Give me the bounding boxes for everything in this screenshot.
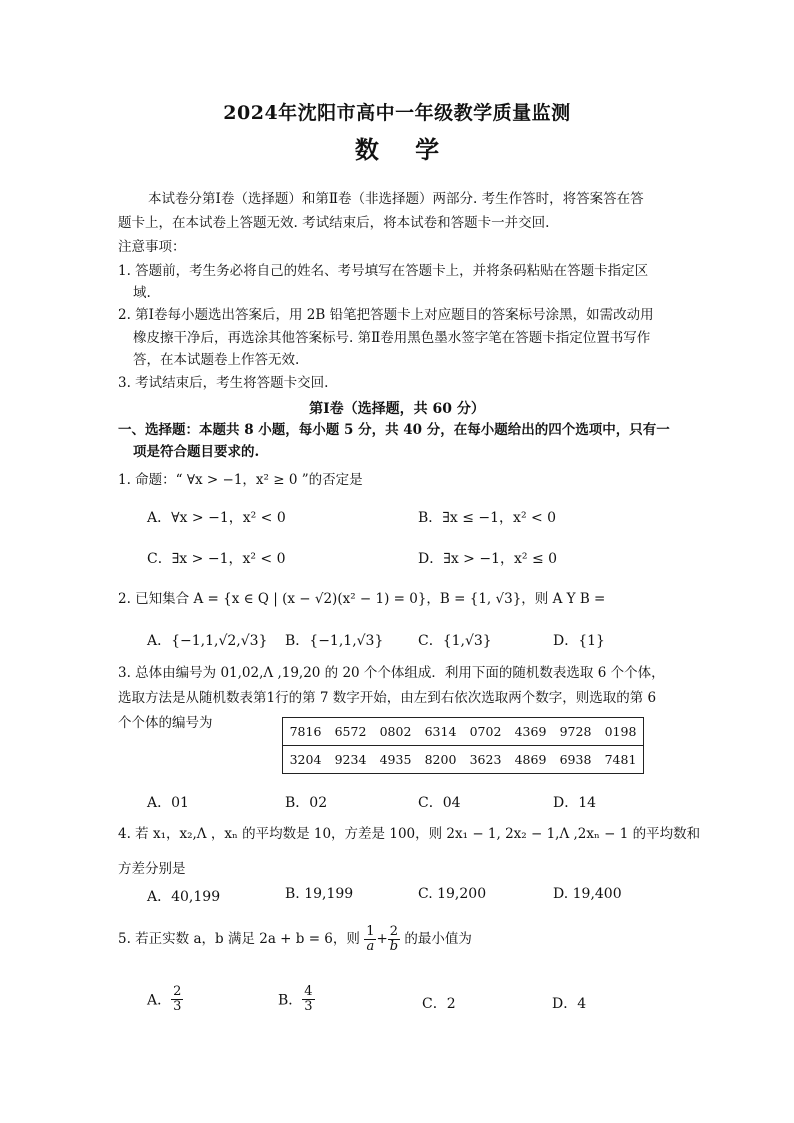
- q3-stem-b: 选取方法是从随机数表第1行的第 7 数字开始，由左到右依次选取两个数字，则选取的第 6: [118, 690, 657, 706]
- q5-stem: [118, 924, 472, 954]
- note-2a: 2. 第Ⅰ卷每小题选出答案后，用 2B 铅笔把答题卡上对应题目的答案标号涂黑，如需改动用: [118, 307, 654, 323]
- random-number-cell: 8200: [424, 752, 457, 767]
- q5-fraction-2-numerator: 2: [389, 924, 399, 939]
- part1-instructions-a: 一、选择题：本题共 8 小题，每小题 5 分，共 40 分，在每小题给出的四个选项中，只有一: [118, 422, 670, 438]
- note-3: 3. 考试结束后，考生将答题卡交回.: [118, 375, 329, 391]
- q4-stem-b: 方差分别是: [118, 861, 186, 877]
- q4-option-c: C. 19,200: [418, 886, 487, 902]
- random-number-cell: 4369: [514, 724, 547, 739]
- random-number-cell: 9728: [559, 724, 592, 739]
- notes-title: 注意事项：: [118, 239, 186, 255]
- q5-plus-sign: +: [376, 931, 388, 947]
- q5-stem-prefix: 5. 若正实数 a，b 满足 2a + b = 6，则: [118, 931, 360, 947]
- q5-option-a: [147, 985, 183, 1014]
- q2-option-c: C．{1,√3}: [418, 633, 492, 649]
- random-number-cell: 4935: [379, 752, 412, 767]
- random-number-cell: 3204: [289, 752, 322, 767]
- note-1a: 1. 答题前，考生务必将自己的姓名、考号填写在答题卡上，并将条码粘贴在答题卡指定区: [118, 263, 649, 279]
- note-1b: 域.: [133, 285, 151, 301]
- q5-option-d: D．4: [552, 996, 587, 1012]
- q4-option-b: B. 19,199: [285, 886, 354, 902]
- q4-option-a: A．40,199: [147, 889, 221, 905]
- random-number-row-cells: [283, 718, 644, 746]
- intro-line-1: 本试卷分第Ⅰ卷（选择题）和第Ⅱ卷（非选择题）两部分. 考生作答时，将答案答在答: [148, 191, 644, 207]
- exam-subject: 数 学: [354, 135, 454, 164]
- q3-option-b: B．02: [285, 795, 328, 811]
- q2-stem: 2. 已知集合 A = {x ∈ Q | (x − √2)(x² − 1) = 0}，B = {1, √3}，则 A Y B =: [118, 591, 606, 607]
- random-number-cell: 7481: [604, 752, 637, 767]
- random-number-cell: 6572: [334, 724, 367, 739]
- q3-stem-c: 个个体的编号为: [118, 715, 213, 731]
- q5-option-a-fraction: [171, 985, 183, 1014]
- q2-option-b: B．{−1,1,√3}: [285, 633, 384, 649]
- random-number-cell: 0702: [469, 724, 502, 739]
- q3-stem-a: 3. 总体由编号为 01,02,Λ ,19,20 的 20 个个体组成．利用下面的随机数表选取 6 个个体，: [118, 665, 665, 681]
- q5-option-b: [278, 985, 315, 1014]
- q5-option-b-denominator: 3: [304, 999, 313, 1014]
- q5-fraction-1-numerator: 1: [366, 924, 375, 939]
- note-2c: 答，在本试题卷上作答无效.: [133, 352, 300, 368]
- q3-option-d: D．14: [553, 795, 597, 811]
- q5-fraction-1-denominator: a: [366, 939, 375, 954]
- random-number-cell: 6314: [424, 724, 457, 739]
- random-number-row: [283, 718, 644, 746]
- q4-option-d: D. 19,400: [553, 886, 622, 902]
- q5-option-a-label: A．: [147, 992, 172, 1009]
- q5-option-a-numerator: 2: [173, 984, 182, 999]
- random-number-cell: 3623: [469, 752, 502, 767]
- q5-fraction-2: [388, 925, 400, 954]
- q1-option-b: B．∃x ≤ −1，x² < 0: [418, 510, 557, 526]
- note-2b: 橡皮擦干净后，再选涂其他答案标号. 第Ⅱ卷用黑色墨水签字笔在答题卡指定位置书写作: [133, 330, 651, 346]
- q3-option-c: C．04: [418, 795, 461, 811]
- q2-option-d: D．{1}: [553, 633, 605, 649]
- q5-stem-suffix: 的最小值为: [404, 931, 472, 947]
- intro-line-2: 题卡上，在本试卷上答题无效. 考试结束后，将本试卷和答题卡一并交回.: [118, 215, 550, 231]
- exam-title: 2024年沈阳市高中一年级教学质量监测: [223, 102, 571, 124]
- random-number-cell: 4869: [514, 752, 547, 767]
- q5-option-b-fraction: [302, 985, 314, 1014]
- part1-title: 第Ⅰ卷（选择题，共 60 分）: [309, 401, 485, 417]
- random-number-cell: 0198: [604, 724, 637, 739]
- q1-stem: 1. 命题：“ ∀x > −1，x² ≥ 0 ”的否定是: [118, 472, 363, 488]
- random-number-cell: 7816: [289, 724, 322, 739]
- random-number-cell: 0802: [379, 724, 412, 739]
- part1-instructions-b: 项是符合题目要求的.: [133, 444, 260, 460]
- q4-stem-a: 4. 若 x₁，x₂,Λ ，xₙ 的平均数是 10，方差是 100，则 2x₁ − 1, 2x₂ − 1,Λ ,2xₙ − 1 的平均数和: [118, 826, 701, 842]
- q1-option-a: A．∀x > −1，x² < 0: [147, 510, 286, 526]
- random-number-cell: 6938: [559, 752, 592, 767]
- q5-fraction-2-denominator: b: [389, 939, 399, 954]
- q5-option-a-denominator: 3: [173, 999, 182, 1014]
- q1-option-c: C．∃x > −1，x² < 0: [147, 551, 286, 567]
- q1-option-d: D．∃x > −1，x² ≤ 0: [418, 551, 558, 567]
- q3-option-a: A．01: [147, 795, 189, 811]
- q5-option-b-numerator: 4: [304, 984, 313, 999]
- random-number-cell: 9234: [334, 752, 367, 767]
- random-number-row-cells: [283, 746, 644, 774]
- random-number-table: [282, 717, 644, 774]
- q5-option-b-label: B．: [278, 992, 303, 1009]
- q2-option-a: A．{−1,1,√2,√3}: [147, 633, 268, 649]
- random-number-row: [283, 746, 644, 774]
- q5-option-c: C．2: [422, 996, 456, 1012]
- q5-fraction-1: [364, 925, 376, 954]
